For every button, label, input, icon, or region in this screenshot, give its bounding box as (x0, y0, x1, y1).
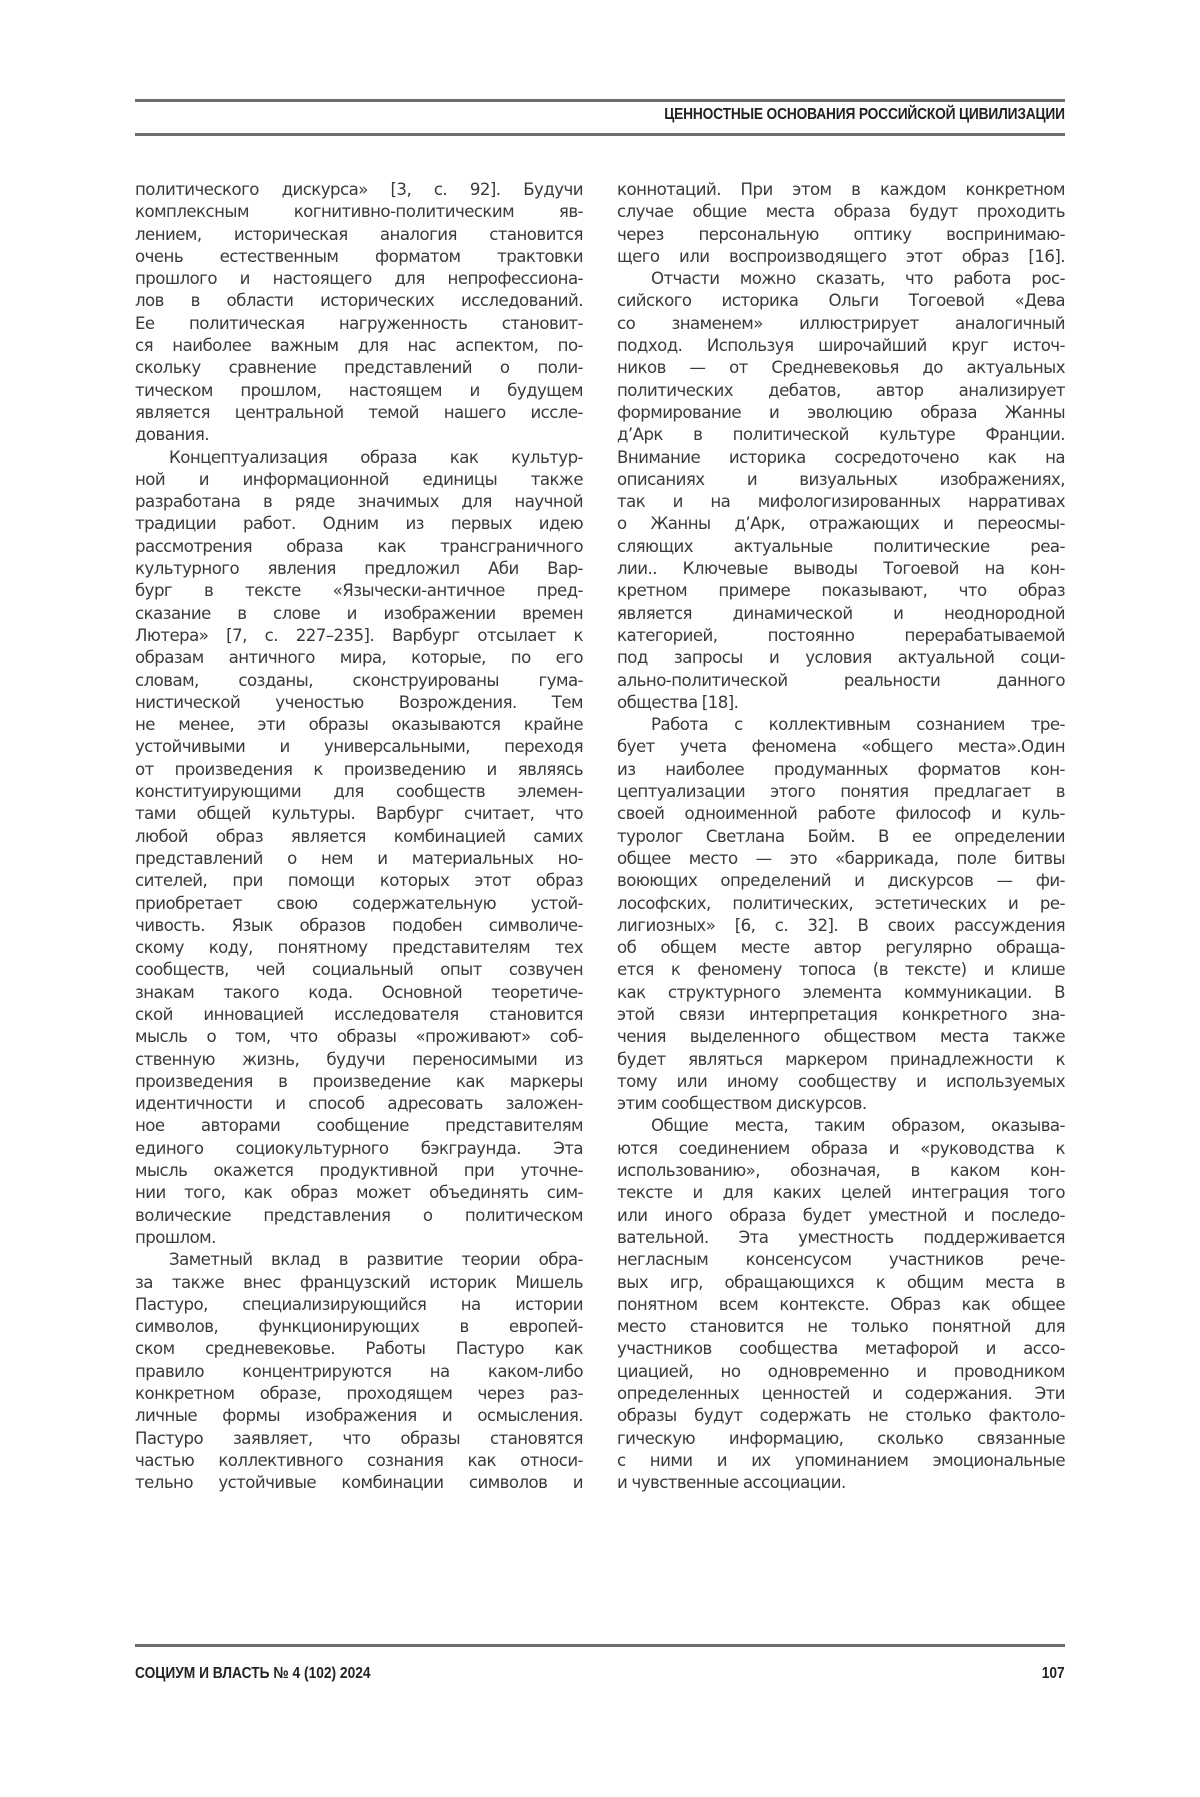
text-line: сказание в слове и изображении времен (135, 603, 583, 623)
text-line: лии.. Ключевые выводы Тогоевой на кон- (617, 559, 1065, 579)
text-line: правило концентрируются на каком-либо (135, 1361, 583, 1381)
text-line: тому или иному сообществу и используемых (617, 1071, 1065, 1091)
text-line: под запросы и условия актуальной соци- (617, 648, 1065, 668)
text-line: Общие места, таким образом, оказыва- (651, 1116, 1065, 1136)
text-line: и чувственные ассоциации. (617, 1473, 846, 1493)
text-line: своей одноименной работе философ и куль- (617, 804, 1065, 824)
footer-rule (135, 1644, 1065, 1647)
text-line: является динамической и неоднородной (617, 603, 1065, 623)
text-line: частью коллективного сознания как относи- (135, 1450, 583, 1470)
text-line: ников — от Средневековья до актуальных (617, 358, 1065, 378)
text-line: нистической ученостью Возрождения. Тем (135, 692, 583, 712)
text-line: Пастуро заявляет, что образы становятся (135, 1428, 583, 1448)
text-line: представлений о нем и материальных но- (135, 848, 583, 868)
text-line: подход. Используя широчайший круг источ- (617, 336, 1065, 356)
text-line: коннотаций. При этом в каждом конкретном (617, 180, 1065, 199)
text-line: ется к феномену топоса (в тексте) и клише (617, 960, 1065, 980)
text-line: чивость. Язык образов подобен символиче- (135, 915, 583, 935)
text-line: от произведения к произведению и являясь (135, 759, 583, 779)
text-line: чения выделенного обществом места также (617, 1027, 1065, 1047)
text-column-left (135, 179, 583, 1495)
text-line: символов, функционирующих в европей- (135, 1317, 583, 1337)
text-line: ально-политической реальности данного (617, 670, 1065, 690)
text-column-right (617, 179, 1065, 1495)
text-line: будет являться маркером принадлежности к (617, 1049, 1065, 1069)
journal-issue: СОЦИУМ И ВЛАСТЬ № 4 (102) 2024 (135, 1665, 371, 1682)
text-line: очень естественным форматом трактовки (135, 246, 583, 266)
text-line: через персональную оптику воспринимаю- (617, 224, 1065, 244)
text-line: или иного образа будет уместной и последо- (617, 1205, 1065, 1225)
text-line: политического дискурса» [3, с. 92]. Будучи (135, 180, 583, 199)
text-line: дования. (135, 425, 210, 445)
text-line: лигиозных» [6, с. 32]. В своих рассуждения (617, 915, 1065, 935)
text-line: волические представления о политическом (135, 1205, 583, 1225)
text-line: тическом прошлом, настоящем и будущем (135, 380, 583, 400)
text-line: тельно устойчивые комбинации символов и (135, 1473, 583, 1493)
text-line: лософских, политических, эстетических и ре- (617, 893, 1065, 913)
text-line: прошлом. (135, 1227, 216, 1247)
text-line: так и на мифологизированных нарративах (617, 492, 1065, 512)
text-line: единого социокультурного бэкграунда. Эта (135, 1138, 583, 1158)
text-line: является центральной темой нашего иссле- (135, 402, 583, 422)
text-line: тексте и для каких целей интеграция того (617, 1183, 1065, 1203)
text-line: приобретает свою содержательную устой- (135, 893, 583, 913)
text-line: участников сообщества метафорой и ассо- (617, 1339, 1065, 1359)
text-line: любой образ является комбинацией самих (135, 826, 583, 846)
text-line: определенных ценностей и содержания. Эти (617, 1384, 1065, 1404)
text-line: описаниях и визуальных изображениях, (617, 469, 1065, 489)
text-line: произведения в произведение как маркеры (135, 1071, 583, 1091)
text-line: щего или воспроизводящего этот образ [16]. (617, 246, 1065, 266)
text-line: нии того, как образ может объединять сим- (135, 1183, 583, 1203)
text-line: комплексным когнитивно-политическим яв- (135, 202, 583, 222)
text-line: ской инновацией исследователя становится (135, 1004, 583, 1024)
text-line: д’Арк в политической культуре Франции. (617, 425, 1065, 445)
text-line: ся наиболее важным для нас аспектом, по- (135, 336, 583, 356)
text-line: гическую информацию, сколько связанные (617, 1428, 1065, 1448)
text-line: лением, историческая аналогия становится (135, 224, 583, 244)
text-line: кретном примере показывают, что образ (617, 581, 1065, 601)
text-line: лов в области исторических исследований. (135, 291, 583, 311)
text-line: место становится не только понятной для (617, 1317, 1065, 1337)
text-line: сителей, при помощи которых этот образ (135, 871, 583, 891)
text-line: знакам такого кода. Основной теоретиче- (135, 982, 583, 1002)
text-line: ственную жизнь, будучи переносимыми из (135, 1049, 583, 1069)
text-line: использованию», обозначая, в каком кон- (617, 1161, 1065, 1181)
text-line: Внимание историка сосредоточено как на (617, 447, 1065, 467)
text-line: общества [18]. (617, 692, 739, 712)
text-line: формирование и эволюцию образа Жанны (617, 402, 1065, 422)
text-line: рассмотрения образа как трансграничного (135, 536, 583, 556)
text-line: за также внес французский историк Мишель (135, 1272, 583, 1292)
text-line: личные формы изображения и осмысления. (135, 1406, 583, 1426)
page-number: 107 (1042, 1665, 1065, 1682)
text-line: цептуализации этого понятия предлагает в (617, 782, 1065, 802)
text-line: Работа с коллективным сознанием тре- (651, 715, 1065, 735)
text-line: Концептуализация образа как культур- (169, 447, 583, 467)
text-line: сляющих актуальные политические реа- (617, 536, 1065, 556)
header-top-rule (135, 99, 1065, 102)
text-line: разработана в ряде значимых для научной (135, 492, 583, 512)
text-line: категорией, постоянно перерабатываемой (617, 625, 1065, 645)
text-line: не менее, эти образы оказываются крайне (135, 715, 583, 735)
text-line: сообществ, чей социальный опыт созвучен (135, 960, 583, 980)
text-line: со знаменем» иллюстрирует аналогичный (617, 313, 1065, 333)
text-line: прошлого и настоящего для непрофессиона- (135, 269, 583, 289)
text-line: вых игр, обращающихся к общим места в (617, 1272, 1065, 1292)
text-line: негласным консенсусом участников рече- (617, 1250, 1065, 1270)
text-line: этой связи интерпретация конкретного зна- (617, 1004, 1065, 1024)
text-line: туролог Светлана Бойм. В ее определении (617, 826, 1065, 846)
text-line: идентичности и способ адресовать заложен- (135, 1094, 583, 1114)
text-line: ной и информационной единицы также (135, 469, 583, 489)
text-line: ском средневековье. Работы Пастуро как (135, 1339, 583, 1359)
text-line: тами общей культуры. Варбург считает, что (135, 804, 583, 824)
text-line: мысль окажется продуктивной при уточне- (135, 1161, 583, 1181)
text-line: воюющих определений и дискурсов — фи- (617, 871, 1065, 891)
text-line: этим сообществом дискурсов. (617, 1094, 867, 1114)
running-title: ЦЕННОСТНЫЕ ОСНОВАНИЯ РОССИЙСКОЙ ЦИВИЛИЗАЦИИ (664, 106, 1065, 123)
text-line: понятном всем контексте. Образ как общее (617, 1294, 1065, 1314)
text-line: Лютера» [7, с. 227–235]. Варбург отсылает к (135, 625, 583, 645)
text-line: словам, созданы, сконструированы гума- (135, 670, 583, 690)
header-bottom-rule (135, 133, 1065, 136)
text-line: мысль о том, что образы «проживают» соб- (135, 1027, 583, 1047)
text-line: ное авторами сообщение представителям (135, 1116, 583, 1136)
text-line: Пастуро, специализирующийся на истории (135, 1294, 583, 1314)
text-line: культурного явления предложил Аби Вар- (135, 559, 583, 579)
text-line: из наиболее продуманных форматов кон- (617, 759, 1065, 779)
text-line: общее место — это «баррикада, поле битвы (617, 848, 1065, 868)
text-line: скому коду, понятному представителям тех (135, 938, 583, 958)
text-line: Ее политическая нагруженность становит- (135, 313, 583, 333)
text-line: циацией, но одновременно и проводником (617, 1361, 1065, 1381)
text-line: бует учета феномена «общего места».Один (617, 737, 1065, 757)
text-line: как структурного элемента коммуникации. В (617, 982, 1065, 1002)
text-line: устойчивыми и универсальными, переходя (135, 737, 583, 757)
text-line: скольку сравнение представлений о поли- (135, 358, 583, 378)
text-line: об общем месте автор регулярно обраща- (617, 938, 1065, 958)
text-line: конституирующими для сообществ элемен- (135, 782, 583, 802)
text-line: образам античного мира, которые, по его (135, 648, 583, 668)
text-line: Заметный вклад в развитие теории обра- (169, 1250, 583, 1270)
text-line: традиции работ. Одним из первых идею (135, 514, 583, 534)
text-line: конкретном образе, проходящем через раз- (135, 1384, 583, 1404)
text-line: с ними и их упоминанием эмоциональные (617, 1450, 1065, 1470)
text-line: политических дебатов, автор анализирует (617, 380, 1065, 400)
text-line: образы будут содержать не столько фактоло- (617, 1406, 1065, 1426)
text-line: случае общие места образа будут проходить (617, 202, 1065, 222)
text-line: вательной. Эта уместность поддерживается (617, 1227, 1065, 1247)
text-line: сийского историка Ольги Тогоевой «Дева (617, 291, 1065, 311)
text-line: о Жанны д’Арк, отражающих и переосмы- (617, 514, 1065, 534)
text-line: ются соединением образа и «руководства к (617, 1138, 1065, 1158)
text-line: Отчасти можно сказать, что работа рос- (651, 269, 1065, 289)
text-line: бург в тексте «Язычески-античное пред- (135, 581, 583, 601)
